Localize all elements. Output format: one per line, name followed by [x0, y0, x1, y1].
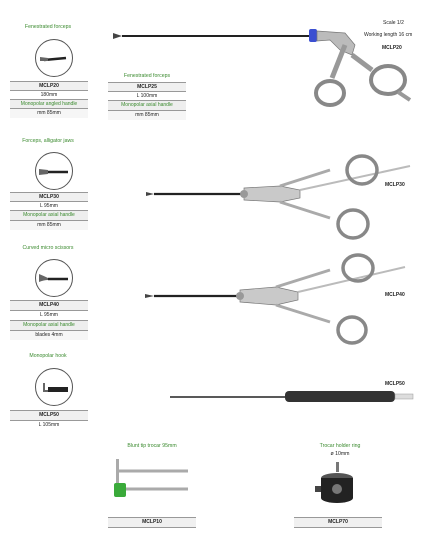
top-code-label: MCLP20: [382, 45, 402, 51]
code-row-ring: MCLP70: [294, 517, 382, 528]
code-row-2: MCLP30: [10, 192, 88, 202]
label-mclp30: MCLP30: [385, 182, 405, 188]
length-row-1: 180mm: [10, 90, 88, 100]
length-row-4: L 105mm: [10, 420, 88, 430]
handle-row-2: Monopolar axial handle: [10, 210, 88, 220]
code-row-1: MCLP20: [10, 81, 88, 91]
code-row-3: MCLP40: [10, 300, 88, 310]
spec-row-mid: mm 85mm: [108, 110, 186, 120]
spec-row-1: mm 85mm: [10, 108, 88, 118]
label-mclp40: MCLP40: [385, 292, 405, 298]
caption-fenestrated-forceps-mid: Fenestrated forceps: [123, 73, 171, 79]
scale-label: Scale 1/2: [383, 20, 404, 26]
length-row-mid: L 100mm: [108, 91, 186, 101]
code-row-mid: MCLP25: [108, 82, 186, 92]
caption-blunt-trocar: Blunt tip trocar 95mm: [127, 443, 177, 449]
caption-alligator-forceps: Forceps, alligator jaws: [22, 138, 74, 144]
spec-row-3: blades 4mm: [10, 330, 88, 340]
caption-micro-scissors: Curved micro scissors: [22, 245, 74, 251]
trocar-ring-instrument: [0, 460, 433, 520]
caption-ring-diameter: ø 10mm: [330, 451, 350, 457]
scissors-instrument-40: [0, 252, 433, 352]
code-row-trocar: MCLP10: [108, 517, 196, 528]
angled-forceps-instrument: [0, 0, 433, 130]
label-mclp50: MCLP50: [385, 381, 405, 387]
handle-row-3: Monopolar axial handle: [10, 320, 88, 330]
hook-instrument-50: [0, 380, 433, 420]
blue-collar: [309, 29, 317, 42]
handle-row-mid: Monopolar axial handle: [108, 100, 186, 110]
caption-fenestrated-forceps: Fenestrated forceps: [24, 24, 72, 30]
length-row-2: L 95mm: [10, 201, 88, 211]
caption-trocar-ring: Trocar holder ring: [319, 443, 361, 449]
code-row-4: MCLP50: [10, 410, 88, 420]
axial-forceps-instrument-30: [0, 150, 433, 250]
handle-row-1: Monopolar angled handle: [10, 99, 88, 109]
caption-monopolar-hook: Monopolar hook: [29, 353, 67, 359]
spec-row-2: mm 85mm: [10, 220, 88, 230]
length-row-3: L 95mm: [10, 310, 88, 320]
working-length-label: Working length 16 cm: [364, 32, 413, 38]
